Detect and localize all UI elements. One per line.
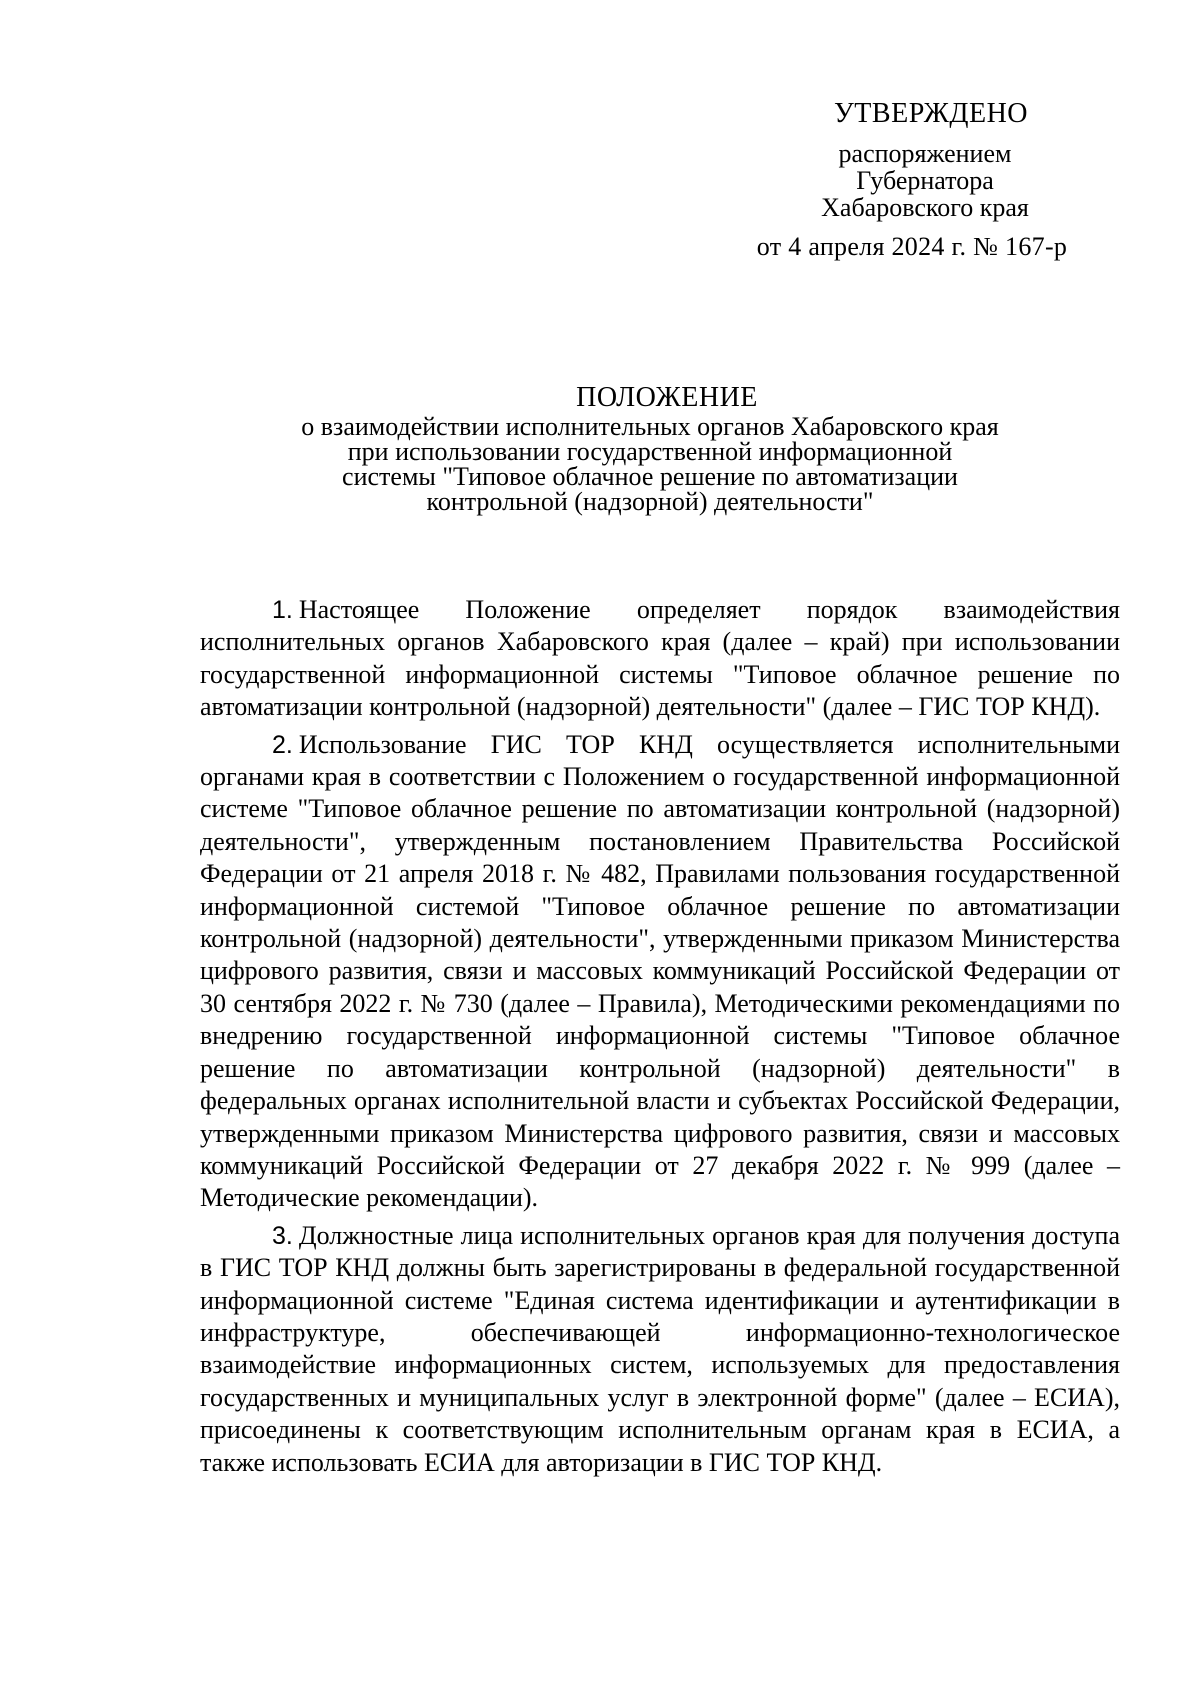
approval-line: Губернатора xyxy=(856,166,994,195)
paragraph-text: Настоящее Положение определяет порядок взаимодействия исполнительных органов Хабаровского края (далее – край) при использовании государственной информационной системы "Типовое облачное решение по автоматизации контрольной (надзорной) деятельности" (далее – ГИС ТОР КНД). xyxy=(200,595,1120,722)
paragraph-1 xyxy=(200,594,1120,724)
document-title: ПОЛОЖЕНИЕ xyxy=(576,382,758,413)
approval-stamp xyxy=(756,98,1090,261)
subtitle-line: контрольной (надзорной) деятельности" xyxy=(426,487,874,516)
paragraph-3 xyxy=(200,1220,1120,1479)
subtitle-line: о взаимодействии исполнительных органов Хабаровского края xyxy=(301,412,999,441)
subtitle-line: системы "Типовое облачное решение по автоматизации xyxy=(342,462,958,491)
approval-date-number: от 4 апреля 2024 г. № 167-р xyxy=(756,232,1068,261)
paragraph-2 xyxy=(200,729,1120,1215)
paragraph-number: 1. xyxy=(272,596,293,624)
approval-line: Хабаровского края xyxy=(821,193,1029,222)
approval-line: распоряжением xyxy=(838,139,1012,168)
paragraph-number: 3. xyxy=(272,1221,293,1250)
document-subtitle xyxy=(250,414,1050,514)
paragraph-number: 2. xyxy=(272,730,293,759)
subtitle-line: при использовании государственной информационной xyxy=(347,437,953,466)
approval-heading: УТВЕРЖДЕНО xyxy=(833,98,1029,129)
paragraph-text: Должностные лица исполнительных органов края для получения доступа в ГИС ТОР КНД должны быть зарегистрированы в федеральной государственной информационной системе "Единая система идентификации и аутентификации в инфраструктуре, обеспечивающей информационно-технологическое взаимодействие информационных систем, используемых для предоставления государственных и муниципальных услуг в электронной форме" (далее – ЕСИА), присоединены к соответствующим исполнительным органам края в ЕСИА, а также использовать ЕСИА для авторизации в ГИС ТОР КНД. xyxy=(200,1220,1120,1477)
paragraph-text: Использование ГИС ТОР КНД осуществляется исполнительными органами края в соответствии с Положением о государственной информационной системе "Типовое облачное решение по автоматизации контрольной (надзорной) деятельности", утвержденным постановлением Правительства Российской Федерации от 21 апреля 2018 г. № 482, Правилами пользования государственной информационной системой "Типовое облачное решение по автоматизации контрольной (надзорной) деятельности", утвержденными приказом Министерства цифрового развития, связи и массовых коммуникаций Российской Федерации от 30 сентября 2022 г. № 730 (далее – Правила), Методическими рекомендациями по внедрению государственной информационной системы "Типовое облачное решение по автоматизации контрольной (надзорной) деятельности" в федеральных органах исполнительной власти и субъектах Российской Федерации, утвержденными приказом Министерства цифрового развития, связи и массовых коммуникаций Российской Федерации от 27 декабря 2022 г. № 999 (далее – Методические рекомендации). xyxy=(200,729,1120,1213)
document-body xyxy=(200,594,1120,1484)
document-title-block xyxy=(250,382,1050,516)
